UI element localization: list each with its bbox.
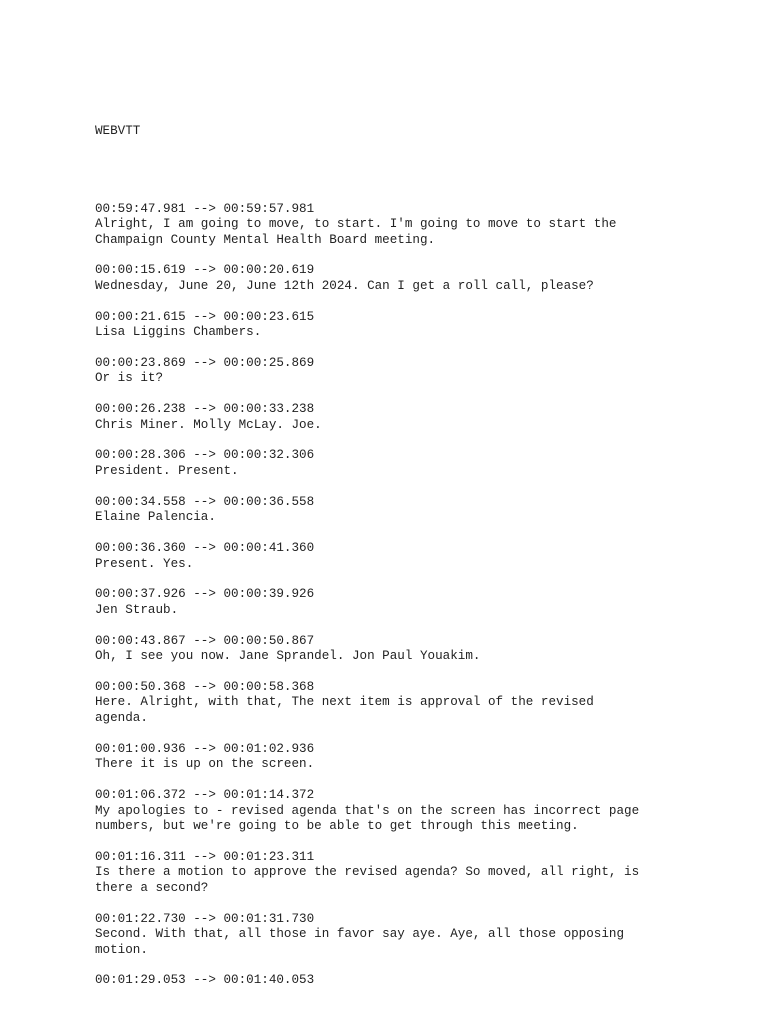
cue-text-line: motion.	[95, 942, 148, 957]
file-header: WEBVTT	[95, 124, 141, 138]
cue-timestamp: 00:00:21.615 --> 00:00:23.615	[95, 309, 315, 324]
cue-text-line: Alright, I am going to move, to start. I'm going to move to start the	[95, 217, 617, 231]
caption-cue	[95, 448, 755, 479]
cue-timestamp: 00:00:50.368 --> 00:00:58.368	[95, 679, 315, 694]
cue-text-line: President. Present.	[95, 463, 239, 478]
caption-cue	[95, 495, 755, 526]
cue-text-line: agenda.	[95, 710, 148, 725]
cue-timestamp: 00:00:23.869 --> 00:00:25.869	[95, 355, 315, 370]
caption-cue	[95, 310, 755, 341]
cue-text-line: Is there a motion to approve the revised agenda? So moved, all right, is	[95, 865, 640, 880]
cue-text-line: there a second?	[95, 880, 209, 895]
caption-cue	[95, 356, 755, 387]
cue-timestamp: 00:00:37.926 --> 00:00:39.926	[95, 587, 315, 602]
cue-text-line: Here. Alright, with that, The next item is approval of the revised	[95, 695, 594, 710]
cue-timestamp: 00:01:16.311 --> 00:01:23.311	[95, 849, 315, 864]
cue-timestamp: 00:00:36.360 --> 00:00:41.360	[95, 541, 315, 556]
cue-text-line: Lisa Liggins Chambers.	[95, 325, 262, 340]
cue-timestamp: 00:01:06.372 --> 00:01:14.372	[95, 788, 315, 803]
caption-cue	[95, 263, 755, 294]
cue-timestamp: 00:00:43.867 --> 00:00:50.867	[95, 633, 315, 648]
caption-cue	[95, 541, 755, 572]
cue-timestamp: 00:01:00.936 --> 00:01:02.936	[95, 741, 315, 756]
cue-timestamp: 00:00:28.306 --> 00:00:32.306	[95, 448, 315, 463]
caption-cue	[95, 202, 755, 249]
cue-text-line: Elaine Palencia.	[95, 510, 216, 525]
cue-text-line: Chris Miner. Molly McLay. Joe.	[95, 417, 322, 432]
caption-cue	[95, 788, 755, 835]
caption-cue	[95, 742, 755, 773]
caption-cue	[95, 587, 755, 618]
cue-timestamp: 00:00:34.558 --> 00:00:36.558	[95, 494, 315, 509]
cue-timestamp: 00:01:29.053 --> 00:01:40.053	[95, 973, 315, 988]
caption-cue	[95, 850, 755, 897]
caption-cue	[95, 402, 755, 433]
cue-text-line: numbers, but we're going to be able to get through this meeting.	[95, 819, 579, 834]
caption-cue	[95, 680, 755, 727]
cue-text-line: Oh, I see you now. Jane Sprandel. Jon Paul Youakim.	[95, 649, 481, 664]
cue-timestamp: 00:00:15.619 --> 00:00:20.619	[95, 263, 315, 278]
cue-text-line: Champaign County Mental Health Board meeting.	[95, 232, 436, 247]
cue-list	[95, 202, 755, 989]
cue-text-line: Present. Yes.	[95, 556, 194, 571]
cue-timestamp: 00:59:47.981 --> 00:59:57.981	[95, 201, 315, 216]
caption-cue	[95, 634, 755, 665]
cue-text-line: Jen Straub.	[95, 602, 179, 617]
cue-timestamp: 00:01:22.730 --> 00:01:31.730	[95, 911, 315, 926]
cue-text-line: There it is up on the screen.	[95, 757, 315, 772]
cue-text-line: My apologies to - revised agenda that's on the screen has incorrect page	[95, 803, 640, 818]
cue-text-line: Or is it?	[95, 371, 164, 386]
caption-cue	[95, 973, 755, 989]
document-page	[95, 93, 755, 1020]
cue-text-line: Second. With that, all those in favor say aye. Aye, all those opposing	[95, 927, 625, 942]
cue-text-line: Wednesday, June 20, June 12th 2024. Can I get a roll call, please?	[95, 278, 594, 293]
caption-cue	[95, 912, 755, 959]
cue-timestamp: 00:00:26.238 --> 00:00:33.238	[95, 402, 315, 417]
